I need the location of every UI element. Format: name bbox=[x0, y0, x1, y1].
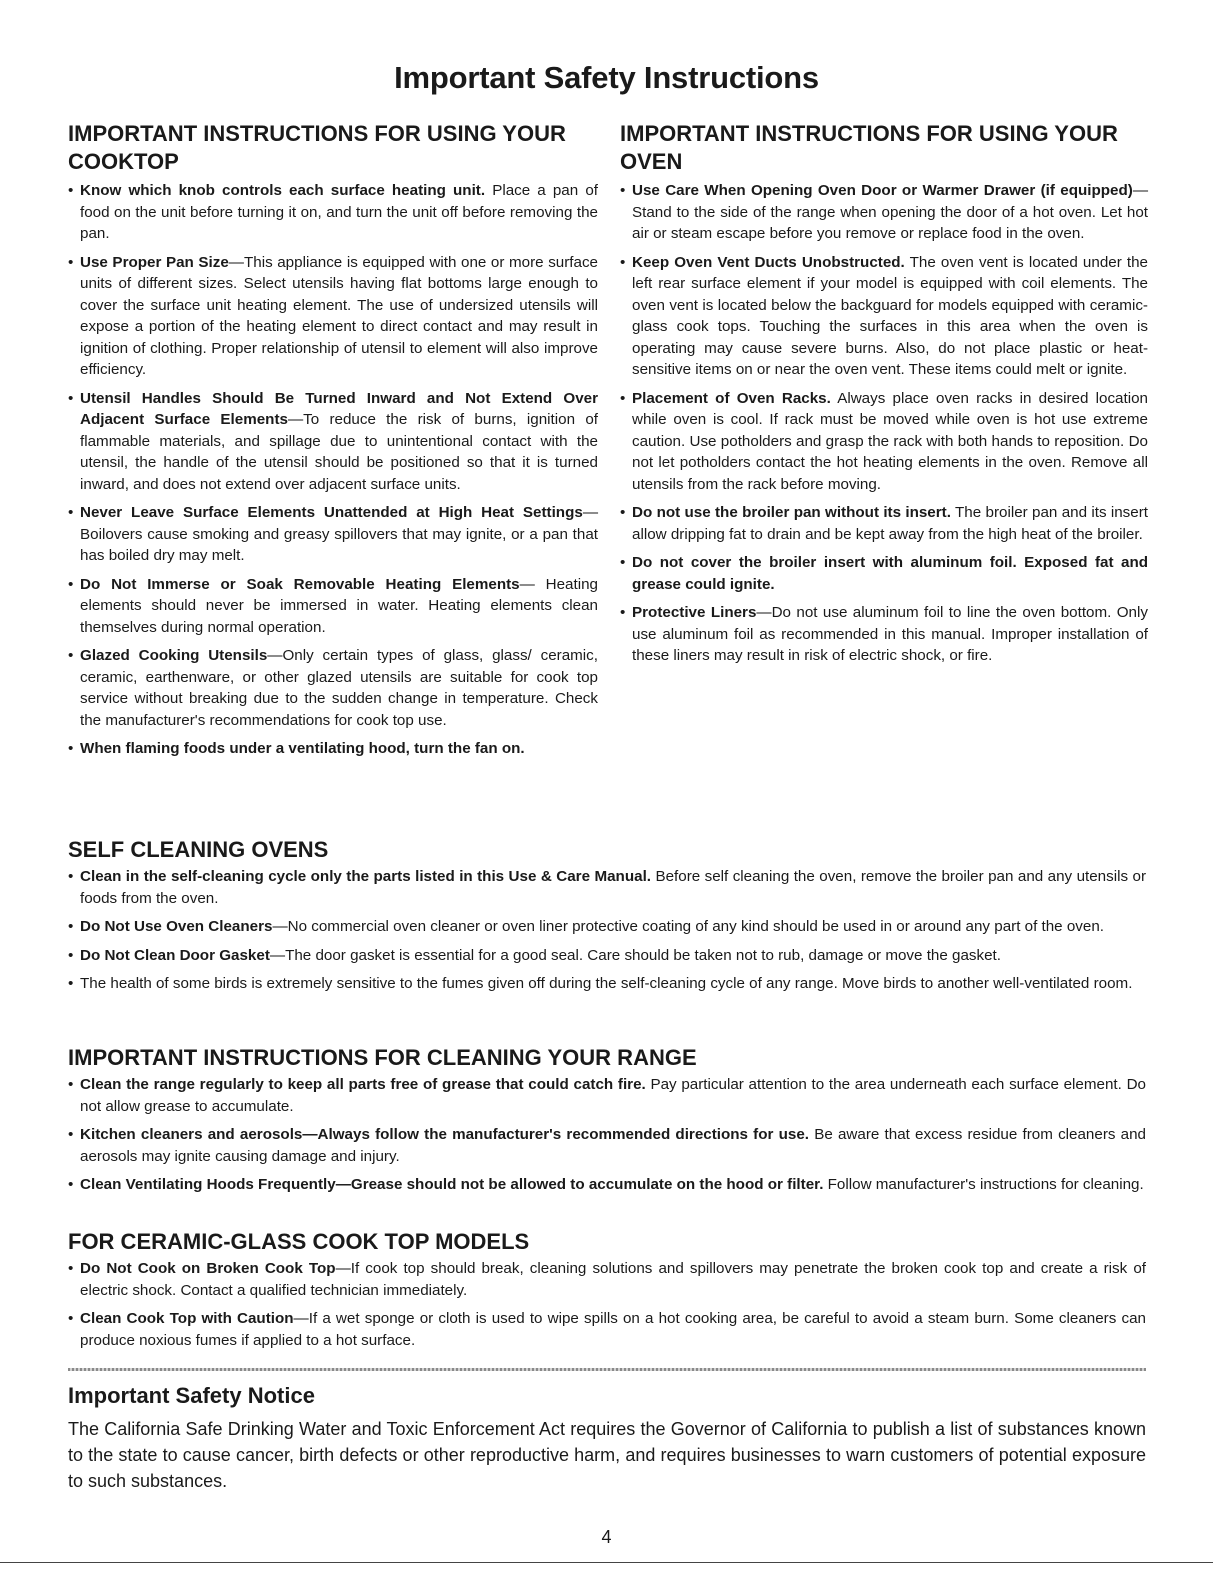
bullet-icon: • bbox=[620, 554, 626, 571]
safety-notice bbox=[68, 1382, 1146, 1494]
list-item bbox=[68, 1074, 1146, 1117]
list-item bbox=[68, 1258, 1146, 1301]
bullet-icon: • bbox=[620, 504, 626, 521]
item-lead: Keep Oven Vent Ducts Unobstructed. bbox=[632, 253, 905, 271]
list-item bbox=[68, 866, 1146, 909]
list-item bbox=[68, 973, 1146, 995]
cleaning-range-list bbox=[68, 1074, 1146, 1196]
item-lead: When flaming foods under a ventilating hood, turn the fan on. bbox=[80, 740, 525, 757]
bullet-icon: • bbox=[68, 1126, 74, 1143]
bullet-icon: • bbox=[68, 740, 74, 757]
oven-list bbox=[620, 180, 1148, 667]
list-item bbox=[68, 1308, 1146, 1351]
item-lead: Know which knob controls each surface heating unit. bbox=[80, 182, 486, 199]
list-item bbox=[68, 388, 598, 496]
item-text: —If a wet sponge or cloth is used to wipe spills on a hot cooking area, be careful to avoid a steam burn. Some cleaners can produce noxious fumes if applied to a hot surface. bbox=[80, 1310, 1146, 1349]
list-item bbox=[68, 916, 1146, 938]
bullet-icon: • bbox=[68, 1076, 74, 1093]
item-text: Follow manufacturer's instructions for cleaning. bbox=[823, 1176, 1144, 1193]
item-text: Be aware that excess residue from cleaners and aerosols may ignite causing damage and injury. bbox=[80, 1126, 1146, 1165]
bullet-icon: • bbox=[68, 918, 74, 935]
item-text: The broiler pan and its insert allow dripping fat to drain and be kept away from the high heat of the broiler. bbox=[632, 504, 1149, 543]
list-item bbox=[620, 502, 1148, 545]
item-lead: Do Not Clean Door Gasket bbox=[80, 946, 270, 964]
item-text: Always place oven racks in desired location while oven is cool. If rack must be moved while oven is hot use extreme caution. Use potholders and grasp the rack with both hands to reposition. Do not let potholders contact the hot heating elements in the oven. Remove all utensils from the rack before moving. bbox=[632, 389, 1148, 493]
item-lead: Use Care When Opening Oven Door or Warmer Drawer (if equipped) bbox=[632, 182, 1133, 199]
bullet-icon: • bbox=[68, 868, 74, 885]
list-item bbox=[68, 645, 598, 731]
cleaning-range-heading: IMPORTANT INSTRUCTIONS FOR CLEANING YOUR RANGE bbox=[68, 1045, 697, 1070]
bullet-icon: • bbox=[620, 604, 626, 621]
list-item bbox=[620, 252, 1148, 381]
list-item bbox=[68, 945, 1146, 967]
item-lead: Do not use the broiler pan without its insert. bbox=[632, 504, 951, 521]
bullet-icon: • bbox=[620, 253, 626, 271]
notice-heading: Important Safety Notice bbox=[68, 1383, 315, 1408]
item-text: —No commercial oven cleaner or oven liner protective coating of any kind should be used in or around any part of the oven. bbox=[272, 918, 1105, 935]
section-divider bbox=[68, 1368, 1146, 1371]
ceramic-glass-heading: FOR CERAMIC-GLASS COOK TOP MODELS bbox=[68, 1229, 530, 1254]
item-lead: Clean Ventilating Hoods Frequently—Grease should not be allowed to accumulate on the hood or filter. bbox=[80, 1176, 824, 1193]
list-item bbox=[620, 180, 1148, 245]
bullet-icon: • bbox=[68, 647, 74, 664]
list-item bbox=[68, 1174, 1146, 1196]
bullet-icon: • bbox=[68, 253, 74, 271]
bullet-icon: • bbox=[68, 946, 74, 964]
oven-heading: IMPORTANT INSTRUCTIONS FOR USING YOUR OVEN bbox=[620, 121, 1118, 174]
item-lead: Do Not Immerse or Soak Removable Heating Elements bbox=[80, 575, 520, 593]
item-lead: Do Not Use Oven Cleaners bbox=[80, 918, 273, 935]
oven-section bbox=[620, 120, 1148, 674]
bullet-icon: • bbox=[68, 1176, 74, 1193]
item-lead: Clean in the self-cleaning cycle only the parts listed in this Use & Care Manual. bbox=[80, 868, 652, 885]
item-text: —To reduce the risk of burns, ignition of flammable materials, and spillage due to unintentional contact with the utensil, the handle of the utensil should be positioned so that it is turned inward, and does not extend over adjacent surface units. bbox=[80, 411, 598, 493]
cooktop-heading: IMPORTANT INSTRUCTIONS FOR USING YOUR COOKTOP bbox=[68, 121, 566, 174]
list-item bbox=[68, 574, 598, 639]
item-text: — Heating elements should never be immersed in water. Heating elements clean themselves during normal operation. bbox=[80, 575, 598, 636]
item-text: Pay particular attention to the area underneath each surface element. Do not allow grease to accumulate. bbox=[80, 1076, 1147, 1115]
item-text: —Boilovers cause smoking and greasy spillovers that may ignite, or a pan that has boiled dry may melt. bbox=[80, 504, 598, 564]
item-lead: Protective Liners bbox=[632, 604, 757, 621]
bullet-icon: • bbox=[68, 575, 74, 593]
item-lead: Clean the range regularly to keep all parts free of grease that could catch fire. bbox=[80, 1076, 646, 1093]
page-number: 4 bbox=[601, 1527, 612, 1547]
bullet-icon: • bbox=[68, 504, 74, 521]
list-item bbox=[68, 1124, 1146, 1167]
item-text: The health of some birds is extremely sensitive to the fumes given off during the self-cleaning cycle of any range. Move birds to another well-ventilated room. bbox=[80, 975, 1133, 992]
item-text: —The door gasket is essential for a good seal. Care should be taken not to rub, damage or move the gasket. bbox=[269, 946, 1001, 964]
list-item bbox=[620, 552, 1148, 595]
item-text: Before self cleaning the oven, remove the broiler pan and any utensils or foods from the oven. bbox=[80, 868, 1147, 907]
item-text: —Stand to the side of the range when opening the door of a hot oven. Let hot air or steam escape before you remove or replace food in the oven. bbox=[632, 182, 1148, 242]
item-lead: Never Leave Surface Elements Unattended at High Heat Settings bbox=[80, 504, 583, 521]
list-item bbox=[68, 180, 598, 245]
item-text: The oven vent is located under the left rear surface element if your model is equipped with coil elements. The oven vent is located below the backguard for models equipped with ceramic-glass cook tops. Touching the surfaces in this area when the oven is operating may cause severe burns. Also, do not place plastic or heat-sensitive items on or near the oven vent. These items could melt or ignite. bbox=[632, 253, 1148, 378]
bullet-icon: • bbox=[68, 389, 74, 407]
bullet-icon: • bbox=[620, 182, 626, 199]
cooktop-list bbox=[68, 180, 598, 760]
item-text: —Only certain types of glass, glass/ ceramic, ceramic, earthenware, or other glazed utensils are suitable for cook top service without breaking due to the sudden change in temperature. Check the manufacturer's recommendations for cook top use. bbox=[80, 647, 598, 729]
list-item bbox=[68, 502, 598, 567]
list-item bbox=[620, 388, 1148, 496]
item-text: —If cook top should break, cleaning solutions and spillovers may penetrate the broken cook top and create a risk of electric shock. Contact a qualified technician immediately. bbox=[80, 1260, 1146, 1299]
item-text: —This appliance is equipped with one or more surface units of different sizes. Select utensils having flat bottoms large enough to cover the surface unit heating element. The use of undersized utensils will expose a portion of the heating element to direct contact and may result in ignition of clothing. Proper relationship of utensil to element will also improve efficiency. bbox=[80, 253, 598, 378]
item-lead: Kitchen cleaners and aerosols—Always follow the manufacturer's recommended directions for use. bbox=[80, 1126, 810, 1143]
self-cleaning-list bbox=[68, 866, 1146, 995]
bullet-icon: • bbox=[68, 1310, 74, 1327]
ceramic-glass-list bbox=[68, 1258, 1146, 1351]
notice-text: The California Safe Drinking Water and Toxic Enforcement Act requires the Governor of California to publish a list of substances known to the state to cause cancer, birth defects or other reproductive harm, and requires businesses to warn customers of potential exposure to such substances. bbox=[68, 1419, 1146, 1491]
item-lead: Clean Cook Top with Caution bbox=[80, 1310, 294, 1327]
item-lead: Placement of Oven Racks. bbox=[632, 389, 831, 407]
item-lead: Glazed Cooking Utensils bbox=[80, 647, 268, 664]
self-cleaning-section bbox=[68, 836, 1146, 1002]
item-text: —Do not use aluminum foil to line the oven bottom. Only use aluminum foil as recommended in this manual. Improper installation of these liners may result in risk of electric shock, or fire. bbox=[632, 604, 1148, 664]
cooktop-section bbox=[68, 120, 598, 767]
bullet-icon: • bbox=[68, 975, 74, 992]
item-lead: Utensil Handles Should Be Turned Inward and Not Extend Over Adjacent Surface Elements bbox=[80, 389, 598, 428]
ceramic-glass-section bbox=[68, 1228, 1146, 1358]
list-item bbox=[68, 252, 598, 381]
item-text: Place a pan of food on the unit before turning it on, and turn the unit off before removing the pan. bbox=[80, 182, 598, 242]
bottom-border bbox=[0, 1562, 1213, 1563]
bullet-icon: • bbox=[68, 1260, 74, 1277]
list-item bbox=[68, 738, 598, 760]
item-lead: Do Not Cook on Broken Cook Top bbox=[80, 1260, 336, 1277]
item-lead: Use Proper Pan Size bbox=[80, 253, 229, 271]
page-title: Important Safety Instructions bbox=[394, 60, 819, 95]
bullet-icon: • bbox=[68, 182, 74, 199]
bullet-icon: • bbox=[620, 389, 626, 407]
self-cleaning-heading: SELF CLEANING OVENS bbox=[68, 837, 329, 862]
list-item bbox=[620, 602, 1148, 667]
item-lead: Do not cover the broiler insert with aluminum foil. Exposed fat and grease could ignite. bbox=[632, 554, 1148, 593]
cleaning-range-section bbox=[68, 1044, 1146, 1203]
